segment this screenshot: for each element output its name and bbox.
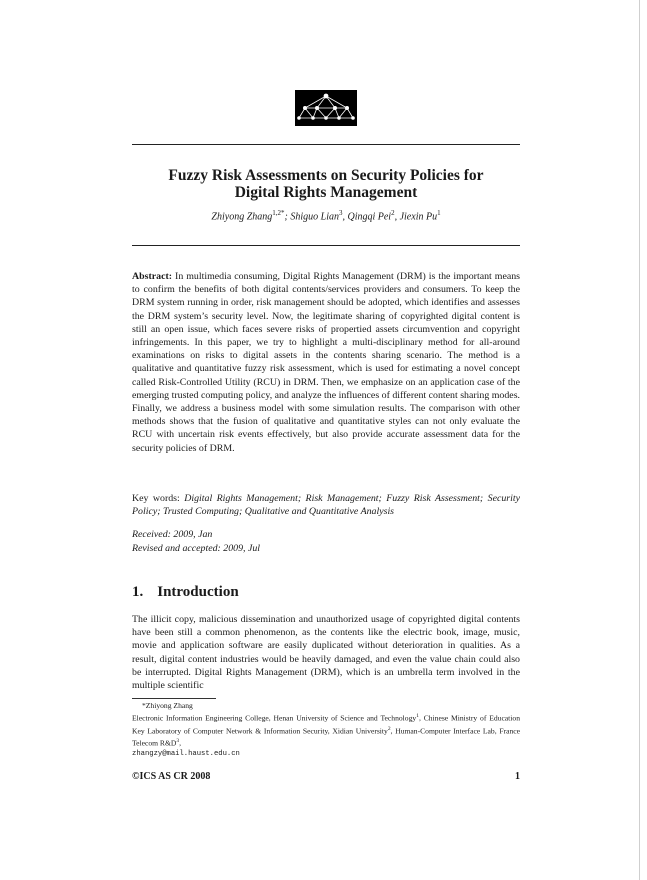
affiliation-1-sup: 1 [416, 713, 419, 719]
author-list: Zhiyong Zhang$^{1,2*}$; Shiguo Lian$^3$, Qingqi Pei$^2$, Jiexin Pu$^1$ [211, 209, 441, 223]
footnote-email[interactable]: zhangzy@mail.haust.edu.cn [132, 749, 240, 758]
author-name: Zhiyong Zhang [211, 211, 273, 223]
affiliation-1: Electronic Information Engineering College, Henan University of Science and Technology [132, 713, 417, 723]
intro-paragraph: The illicit copy, malicious dissemination and unauthorized usage of copyrighted digital contents have been still a common phenomenon, as the contents like the electric book, image, music, movie and application software are easily duplicated without deterioration in qualities. As a result, digital content industries would be heavily damaged, and even the value chain could also be interrupted. Digital Rights Management (DRM), which is an umbrella term involved in the multiple scientific [132, 614, 520, 692]
author-name: Shiguo Lian [290, 211, 339, 223]
affiliation-end: , [179, 738, 182, 748]
title-line-2: Digital Rights Management [234, 184, 418, 201]
affiliation-3: , Human-Computer Interface Lab, France Telecom R&D [132, 726, 521, 748]
affiliation-2: , Chinese Ministry of Education Key Laboratory of Computer Network & Information Security, Xidian University [132, 713, 520, 736]
author-affiliation: 3 [338, 209, 343, 217]
page-number: 1 [515, 771, 520, 782]
section-number: 1. [132, 584, 144, 600]
corresponding-mark: * [281, 209, 285, 217]
page-edge [639, 0, 640, 880]
received-date: Received: 2009, Jan [132, 529, 213, 540]
author-affiliation: 1,2 [272, 209, 282, 217]
paper-title [132, 167, 520, 201]
footnote-affiliations [132, 711, 520, 749]
abstract-text: In multimedia consuming, Digital Rights Management (DRM) is the important means to confirm the benefits of both digital contents/services providers and consumers. To keep the DRM system running in order, risk management should be adopted, which identifies and assesses the DRM system’s security level. Now, the legitimate sharing of copyrighted digital content is still an open issue, which faces severe risks of propertied assets circumvention and copyright infringements. In this paper, we try to highlight a multi-disciplinary method for all-around examinations on risks to digital assets in the contents sharing scenario. The method is a qualitative and quantitative fuzzy risk assessment, which is used for estimating a novel concept called Risk-Controlled Utility (RCU) in DRM. Then, we emphasize on an application case of the emerging trusted computing policy, and analyze the influences of different content sharing modes. Finally, we address a business model with some simulation results. The comparison with other methods shows that the fusion of qualitative and quantitative styles can not only evaluate the RCU with uncertain risk events effectively, but also provide accurate assessment data for the security policies of DRM. [132, 271, 520, 454]
title-bottom-rule [132, 245, 520, 246]
revised-date: Revised and accepted: 2009, Jul [132, 542, 261, 554]
affiliation-2-sup: 2 [387, 725, 391, 732]
section-title: Introduction [157, 584, 239, 600]
abstract-label: Abstract: [132, 271, 173, 282]
footnote-name: *Zhiyong Zhang [142, 701, 193, 710]
copyright-footer: ©ICS AS CR 2008 [132, 771, 211, 782]
journal-logo [295, 90, 357, 126]
author-affiliation: 1 [437, 209, 441, 217]
abstract [132, 270, 520, 455]
author-affiliation: 2 [391, 209, 395, 217]
title-top-rule [132, 144, 520, 145]
title-line-1: Fuzzy Risk Assessments on Security Policies for [168, 167, 484, 184]
affiliation-3-sup: 3 [176, 738, 180, 745]
author-name: Jiexin Pu [399, 211, 438, 223]
keywords-label: Key words: [132, 493, 180, 504]
footnote [132, 700, 520, 760]
dates [132, 528, 520, 555]
section-heading [132, 584, 239, 601]
author-name: Qingqi Pei [347, 211, 392, 223]
keywords-text: Digital Rights Management; Risk Management; Fuzzy Risk Assessment; Security Policy; Trusted Computing; Qualitative and Quantitative Analysis [132, 493, 520, 518]
keywords [132, 492, 520, 518]
footnote-rule [132, 698, 216, 699]
